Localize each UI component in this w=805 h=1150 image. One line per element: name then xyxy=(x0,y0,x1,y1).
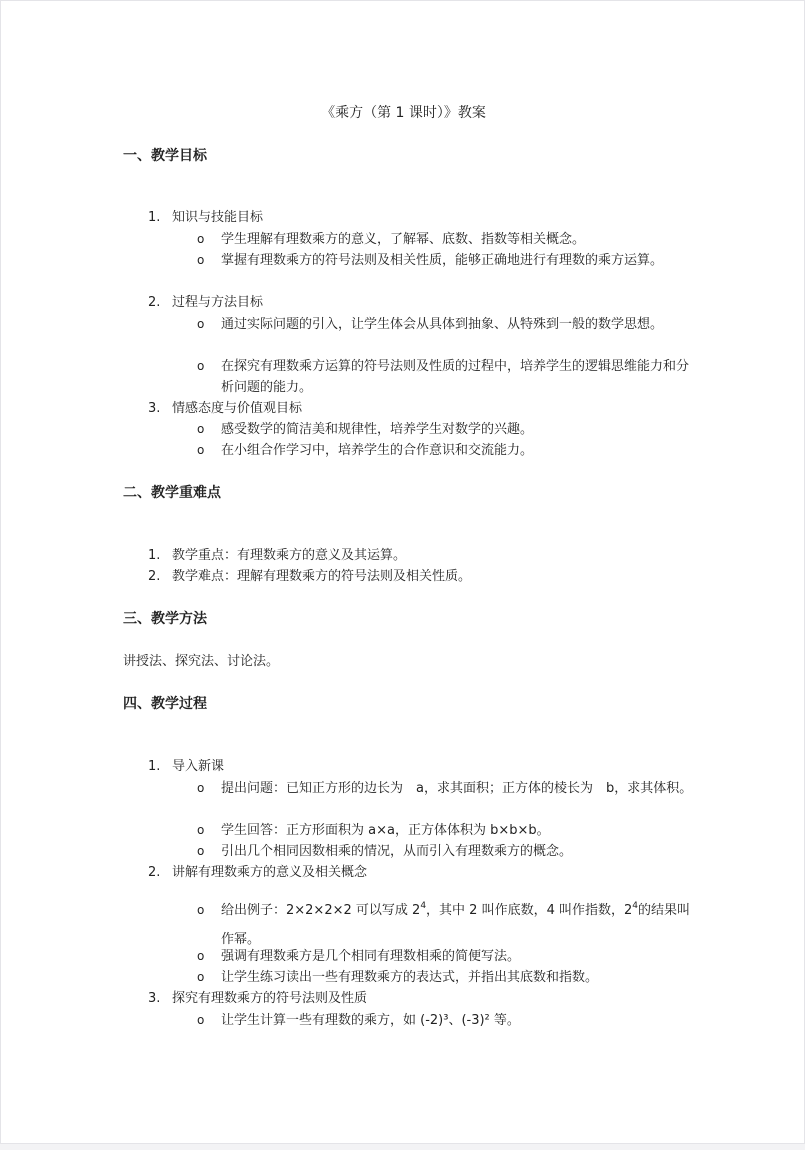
list-item: o 感受数学的简洁美和规律性，培养学生对数学的兴趣。 xyxy=(197,419,693,440)
list-item: o 掌握有理数乘方的符号法则及相关性质，能够正确地进行有理数的乘方运算。 xyxy=(197,250,693,271)
bullet-icon: o xyxy=(197,781,205,795)
bullet-icon: o xyxy=(197,443,205,457)
list-item: 1. 知识与技能目标 xyxy=(148,210,264,225)
bullet-icon: o xyxy=(197,844,205,858)
bullet-icon: o xyxy=(197,232,205,246)
list-item: o 学生理解有理数乘方的意义，了解幂、底数、指数等相关概念。 xyxy=(197,229,693,250)
list-item: 1. 导入新课 xyxy=(148,759,225,774)
list-item: o 在小组合作学习中，培养学生的合作意识和交流能力。 xyxy=(197,440,693,461)
bullet-icon: o xyxy=(197,422,205,436)
methods-text: 讲授法、探究法、讨论法。 xyxy=(123,654,280,669)
document-title: 《乘方（第 1 课时）》教案 xyxy=(321,105,486,121)
bullet-icon: o xyxy=(197,949,205,963)
list-item: 2. 过程与方法目标 xyxy=(148,295,264,310)
list-item: o 在探究有理数乘方运算的符号法则及性质的过程中，培养学生的逻辑思维能力和分析问题的能力。 xyxy=(197,356,693,398)
list-item: o 学生回答：正方形面积为 a×a，正方体体积为 b×b×b。 xyxy=(197,820,693,841)
bullet-icon: o xyxy=(197,253,205,267)
list-item: o 强调有理数乘方是几个相同有理数相乘的简便写法。 xyxy=(197,946,693,967)
section-heading-key-points: 二、教学重难点 xyxy=(123,485,221,501)
list-item: o 引出几个相同因数相乘的情况，从而引入有理数乘方的概念。 xyxy=(197,841,693,862)
list-item: 1. 教学重点：有理数乘方的意义及其运算。 xyxy=(148,548,407,563)
bullet-icon: o xyxy=(197,317,205,331)
list-item: 2. 教学难点：理解有理数乘方的符号法则及相关性质。 xyxy=(148,569,472,584)
bullet-icon: o xyxy=(197,823,205,837)
section-heading-methods: 三、教学方法 xyxy=(123,611,207,627)
list-item: o 给出例子：2×2×2×2 可以写成 $2^4$，其中 2 叫作底数，4 叫作指数，$2^4$的结果叫作幂。 xyxy=(197,896,693,954)
list-item: o 让学生计算一些有理数的乘方，如 (-2)³、(-3)² 等。 xyxy=(197,1010,693,1031)
list-item: o 提出问题：已知正方形的边长为 a，求其面积；正方体的棱长为 b，求其体积。 xyxy=(197,778,693,799)
bullet-icon: o xyxy=(197,903,205,917)
bullet-icon: o xyxy=(197,1013,205,1027)
section-heading-process: 四、教学过程 xyxy=(123,696,207,712)
list-item: o 让学生练习读出一些有理数乘方的表达式，并指出其底数和指数。 xyxy=(197,967,693,988)
list-item: 2. 讲解有理数乘方的意义及相关概念 xyxy=(148,865,368,880)
list-item: 3. 情感态度与价值观目标 xyxy=(148,401,303,416)
list-item: 3. 探究有理数乘方的符号法则及性质 xyxy=(148,991,368,1006)
list-item: o 通过实际问题的引入，让学生体会从具体到抽象、从特殊到一般的数学思想。 xyxy=(197,314,693,335)
section-heading-objectives: 一、教学目标 xyxy=(123,148,207,164)
bullet-icon: o xyxy=(197,359,205,373)
bullet-icon: o xyxy=(197,970,205,984)
